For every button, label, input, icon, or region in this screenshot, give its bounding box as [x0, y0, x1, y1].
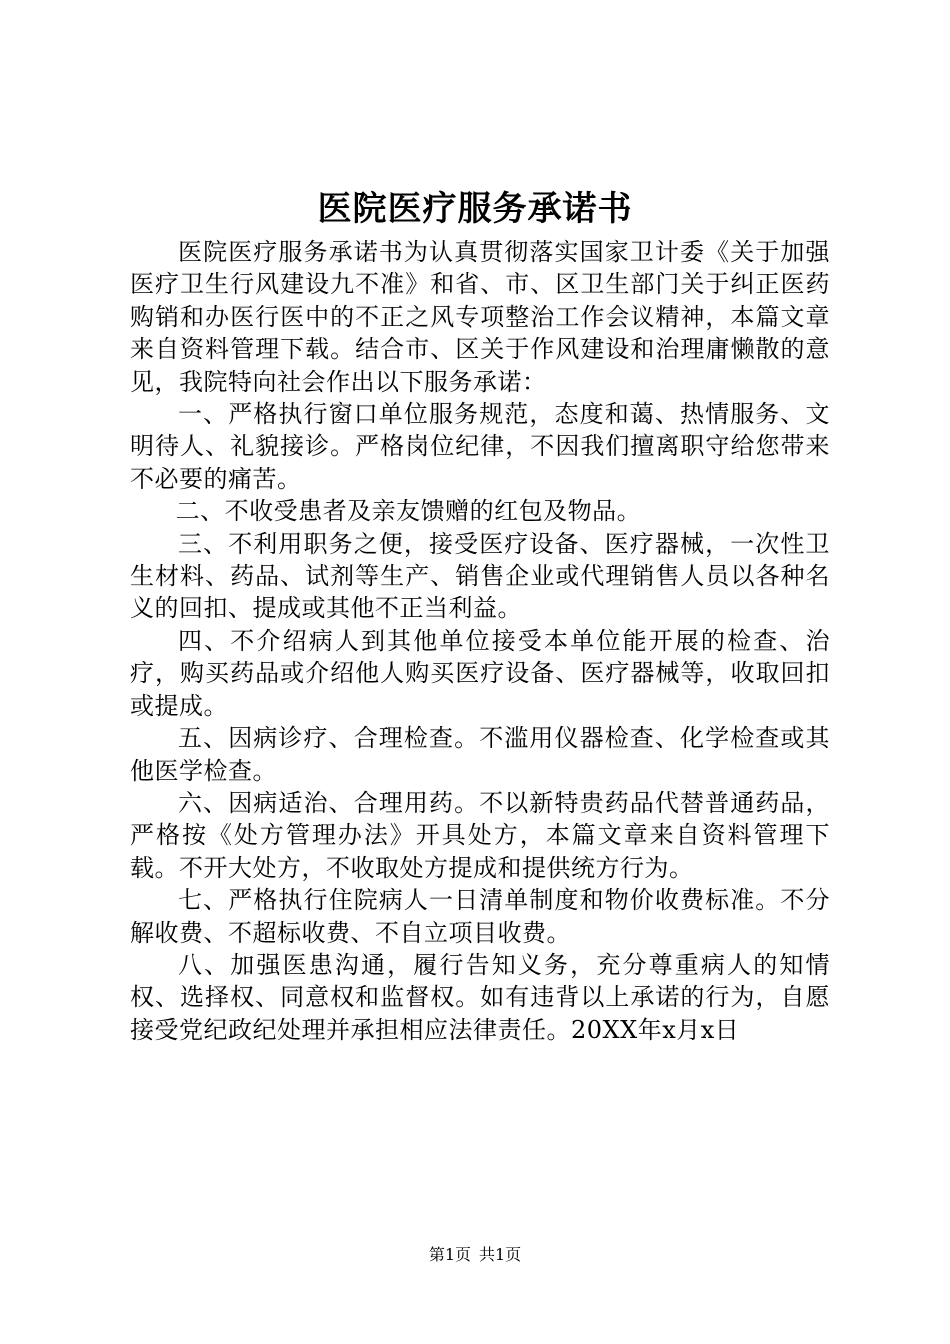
paragraph-item-6: 六、因病适治、合理用药。不以新特贵药品代替普通药品，严格按《处方管理办法》开具处方，本篇文章来自资料管理下载。不开大处方，不收取处方提成和提供统方行为。	[130, 788, 830, 882]
page-number: 第1页	[428, 1245, 471, 1264]
document-title: 医院医疗服务承诺书	[317, 189, 633, 229]
paragraph-item-1: 一、严格执行窗口单位服务规范，态度和蔼、热情服务、文明待人、礼貌接诊。严格岗位纪律，不因我们擅离职守给您带来不必要的痛苦。	[130, 400, 830, 493]
paragraph-item-4: 四、不介绍病人到其他单位接受本单位能开展的检查、治疗，购买药品或介绍他人购买医疗设备、医疗器械等，收取回扣或提成。	[130, 626, 830, 720]
paragraph-item-3: 三、不利用职务之便，接受医疗设备、医疗器械，一次性卫生材料、药品、试剂等生产、销售企业或代理销售人员以各种名义的回扣、提成或其他不正当利益。	[130, 529, 830, 623]
page-total: 共1页	[479, 1245, 522, 1264]
paragraph-item-7: 七、严格执行住院病人一日清单制度和物价收费标准。不分解收费、不超标收费、不自立项目收费。	[130, 886, 830, 947]
document-body	[130, 236, 830, 1046]
paragraph-item-2: 二、不收受患者及亲友馈赠的红包及物品。	[175, 497, 642, 526]
paragraph-item-5: 五、因病诊疗、合理检查。不滥用仪器检查、化学检查或其他医学检查。	[130, 724, 830, 785]
paragraph-intro: 医院医疗服务承诺书为认真贯彻落实国家卫计委《关于加强医疗卫生行风建设九不准》和省、市、区卫生部门关于纠正医药购销和办医行医中的不正之风专项整治工作会议精神，本篇文章来自资料管理下载。结合市、区关于作风建设和治理庸懒散的意见，我院特向社会作出以下服务承诺：	[130, 238, 830, 396]
paragraph-item-8: 八、加强医患沟通，履行告知义务，充分尊重病人的知情权、选择权、同意权和监督权。如有违背以上承诺的行为，自愿接受党纪政纪处理并承担相应法律责任。20XX年x月x日	[130, 950, 830, 1044]
page-footer	[0, 1244, 950, 1266]
